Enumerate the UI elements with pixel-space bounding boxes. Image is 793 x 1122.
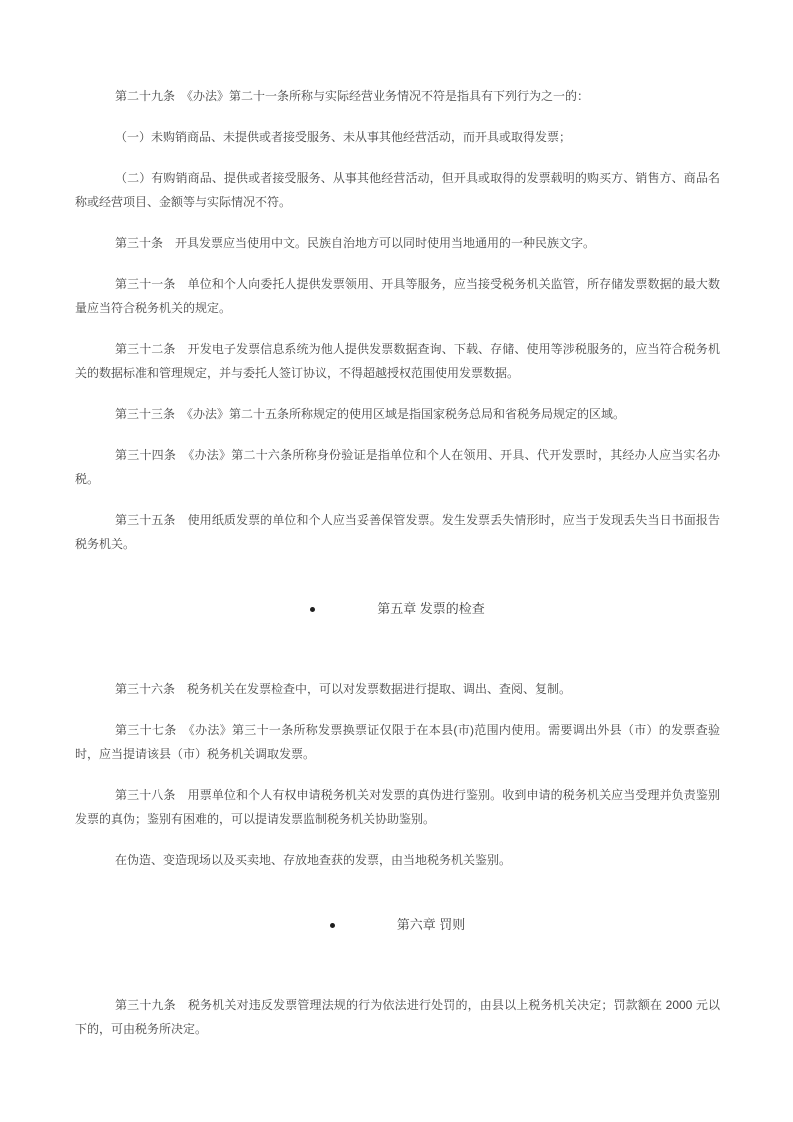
document-paragraph: 第三十五条 使用纸质发票的单位和个人应当妥善保管发票。发生发票丢失情形时，应当于发现丢失当日书面报告税务机关。 [75, 513, 720, 551]
chapter-heading-text: 第五章 发票的检查 [377, 601, 485, 616]
document-paragraph: 第三十一条 单位和个人向委托人提供发票领用、开具等服务，应当接受税务机关监管，所存储发票数据的最大数量应当符合税务机关的规定。 [75, 277, 720, 315]
list-bullet-icon [330, 923, 335, 928]
chapter-heading [75, 597, 720, 621]
document-paragraph: （二）有购销商品、提供或者接受服务、从事其他经营活动，但开具或取得的发票载明的购买方、销售方、商品名称或经营项目、金额等与实际情况不符。 [75, 171, 720, 209]
document-paragraph: （一）未购销商品、未提供或者接受服务、未从事其他经营活动，而开具或取得发票； [115, 130, 572, 144]
document-paragraph: 第三十四条 《办法》第二十六条所称身份验证是指单位和个人在领用、开具、代开发票时，其经办人应当实名办税。 [75, 448, 720, 486]
document-paragraph: 第三十九条 税务机关对违反发票管理法规的行为依法进行处罚的，由县以上税务机关决定；罚款额在 2000 元以下的，可由税务所决定。 [75, 998, 720, 1036]
document-paragraph: 第三十八条 用票单位和个人有权申请税务机关对发票的真伪进行鉴别。收到申请的税务机关应当受理并负责鉴别发票的真伪；鉴别有困难的，可以提请发票监制税务机关协助鉴别。 [75, 788, 720, 826]
document-paragraph: 第三十二条 开发电子发票信息系统为他人提供发票数据查询、下载、存储、使用等涉税服务的，应当符合税务机关的数据标准和管理规定，并与委托人签订协议，不得超越授权范围使用发票数据。 [75, 342, 720, 380]
chapter-heading-text: 第六章 罚则 [396, 917, 466, 932]
document-paragraph: 第三十三条 《办法》第二十五条所称规定的使用区域是指国家税务总局和省税务局规定的区域。 [115, 407, 626, 421]
document-paragraph: 第三十六条 税务机关在发票检查中，可以对发票数据进行提取、调出、查阅、复制。 [115, 682, 572, 696]
document-paragraph: 第三十七条 《办法》第三十一条所称发票换票证仅限于在本县(市)范围内使用。需要调出外县（市）的发票查验时，应当提请该县（市）税务机关调取发票。 [75, 723, 720, 761]
document-paragraph: 第三十条 开具发票应当使用中文。民族自治地方可以同时使用当地通用的一种民族文字。 [115, 236, 596, 250]
list-bullet-icon [310, 607, 315, 612]
document-paragraph: 在伪造、变造现场以及买卖地、存放地查获的发票，由当地税务机关鉴别。 [115, 853, 512, 867]
chapter-heading [75, 913, 720, 937]
document-paragraph: 第二十九条 《办法》第二十一条所称与实际经营业务情况不符是指具有下列行为之一的： [115, 89, 590, 103]
